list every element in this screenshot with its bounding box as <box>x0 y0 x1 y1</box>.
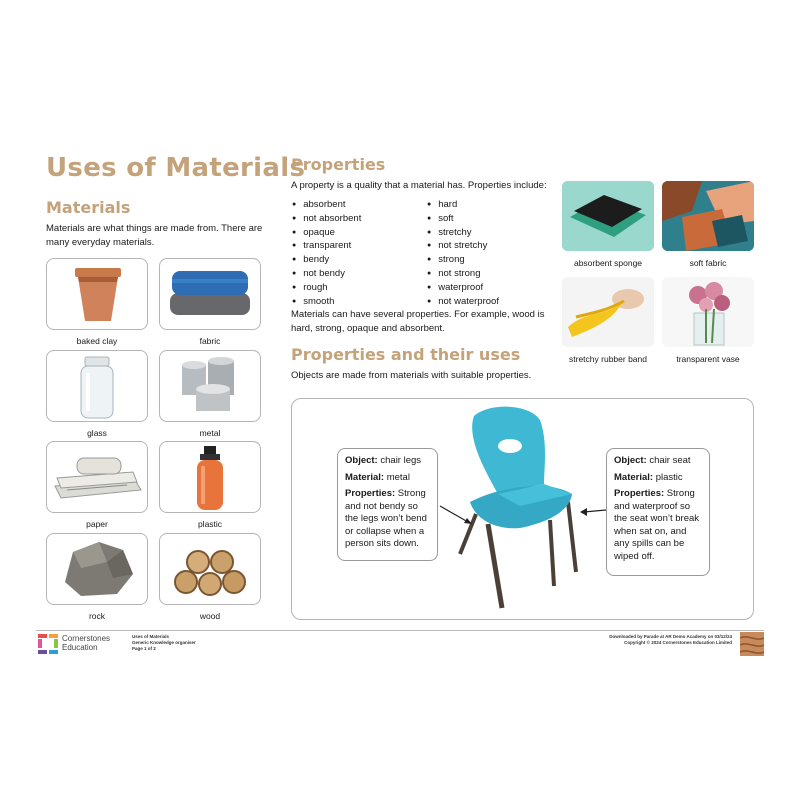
property-item: ● hard <box>427 199 499 213</box>
material-label: Material: <box>614 471 654 483</box>
properties-value: Strong and waterproof so the seat won’t break when sat on, and any spills can be wiped off. <box>614 488 700 562</box>
sponge-icon <box>562 181 654 251</box>
material-label: wood <box>199 611 221 621</box>
newspaper-icon <box>47 442 147 512</box>
doc-title: Uses of Materials <box>132 634 170 639</box>
properties-intro: A property is a quality that a material has. Properties include: <box>291 180 547 191</box>
material-card-rock <box>46 533 148 605</box>
property-item: ● absorbent <box>292 199 361 213</box>
property-item: ● not strong <box>427 268 499 282</box>
material-label: baked clay <box>76 336 118 346</box>
footer-copyright <box>560 634 732 646</box>
material-label: Material: <box>345 471 385 483</box>
log-pile-icon <box>160 534 260 604</box>
photo-label: stretchy rubber band <box>569 354 647 364</box>
folded-towels-icon <box>160 259 260 329</box>
material-card-fabric <box>159 258 261 330</box>
material-card-wood <box>159 533 261 605</box>
property-item: ● bendy <box>292 254 361 268</box>
page-title: Uses of Materials <box>46 153 306 183</box>
footer-doc-info <box>132 634 196 652</box>
arrow-to-seat-icon <box>578 502 608 518</box>
doc-type: Generic Knowledge organiser <box>132 640 196 645</box>
material-label: glass <box>87 428 107 438</box>
photo-label: soft fabric <box>689 258 727 268</box>
uses-heading: Properties and their uses <box>291 345 521 364</box>
arrow-to-legs-icon <box>438 500 478 530</box>
property-item: ● soft <box>427 213 499 227</box>
material-value: metal <box>386 471 410 483</box>
material-card-paper <box>46 441 148 513</box>
wood-thumbnail-icon <box>740 632 764 656</box>
property-item: ● not absorbent <box>292 213 361 227</box>
callout-chair-legs <box>337 448 438 561</box>
photo-label: absorbent sponge <box>573 258 643 268</box>
property-item: ● waterproof <box>427 282 499 296</box>
property-item: ● strong <box>427 254 499 268</box>
properties-label: Properties: <box>614 488 665 499</box>
rock-icon <box>47 534 147 604</box>
material-card-baked-clay <box>46 258 148 330</box>
materials-heading: Materials <box>46 198 131 217</box>
callout-chair-seat <box>606 448 710 576</box>
flower-pot-icon <box>47 259 147 329</box>
material-label: fabric <box>199 336 221 346</box>
tin-cans-icon <box>160 351 260 421</box>
property-item: ● not waterproof <box>427 296 499 310</box>
copyright-text: Copyright © 2024 Cornerstones Education Limited <box>624 640 732 645</box>
brand-name <box>62 634 110 652</box>
photo-absorbent-sponge <box>562 181 654 251</box>
properties-note: Materials can have several properties. For example, wood is hard, strong, opaque and absorbent. <box>291 309 545 334</box>
properties-label: Properties: <box>345 488 396 499</box>
properties-list-2 <box>427 199 499 309</box>
object-value: chair legs <box>380 455 422 466</box>
material-value: plastic <box>655 471 683 483</box>
photo-transparent-vase <box>662 277 754 347</box>
footer-divider <box>36 630 764 631</box>
material-label: metal <box>199 428 221 438</box>
uses-intro: Objects are made from materials with suitable properties. <box>291 370 532 381</box>
material-card-glass <box>46 350 148 422</box>
glass-jar-icon <box>47 351 147 421</box>
properties-heading: Properties <box>291 155 386 174</box>
brand-line-1: Cornerstones <box>62 634 111 643</box>
photo-soft-fabric <box>662 181 754 251</box>
property-item: ● transparent <box>292 240 361 254</box>
property-item: ● not stretchy <box>427 240 499 254</box>
material-card-metal <box>159 350 261 422</box>
property-item: ● rough <box>292 282 361 296</box>
object-label: Object: <box>345 455 378 466</box>
material-label: paper <box>86 519 108 529</box>
photo-label: transparent vase <box>676 354 740 364</box>
property-item: ● opaque <box>292 227 361 241</box>
property-item: ● stretchy <box>427 227 499 241</box>
rubber-band-icon <box>562 277 654 347</box>
vase-icon <box>662 277 754 347</box>
cornerstones-logo-icon <box>38 634 58 654</box>
material-card-plastic <box>159 441 261 513</box>
material-label: rock <box>88 611 106 621</box>
object-value: chair seat <box>649 455 691 466</box>
object-label: Object: <box>614 455 647 466</box>
fabric-icon <box>662 181 754 251</box>
download-info: Downloaded by Parade at AR Demo Academy on 03/12/24 <box>609 634 732 639</box>
properties-value: Strong and not bendy so the legs won’t bend or collapse when a person sits down. <box>345 488 427 549</box>
photo-stretchy-rubber-band <box>562 277 654 347</box>
brand-line-2: Education <box>62 643 98 652</box>
property-item: ● smooth <box>292 296 361 310</box>
material-label: plastic <box>197 519 223 529</box>
properties-list-1 <box>292 199 361 309</box>
property-item: ● not bendy <box>292 268 361 282</box>
materials-intro: Materials are what things are made from. There are many everyday materials. <box>46 223 263 248</box>
page-number: Page 1 of 2 <box>132 646 156 651</box>
plastic-bottle-icon <box>160 442 260 512</box>
